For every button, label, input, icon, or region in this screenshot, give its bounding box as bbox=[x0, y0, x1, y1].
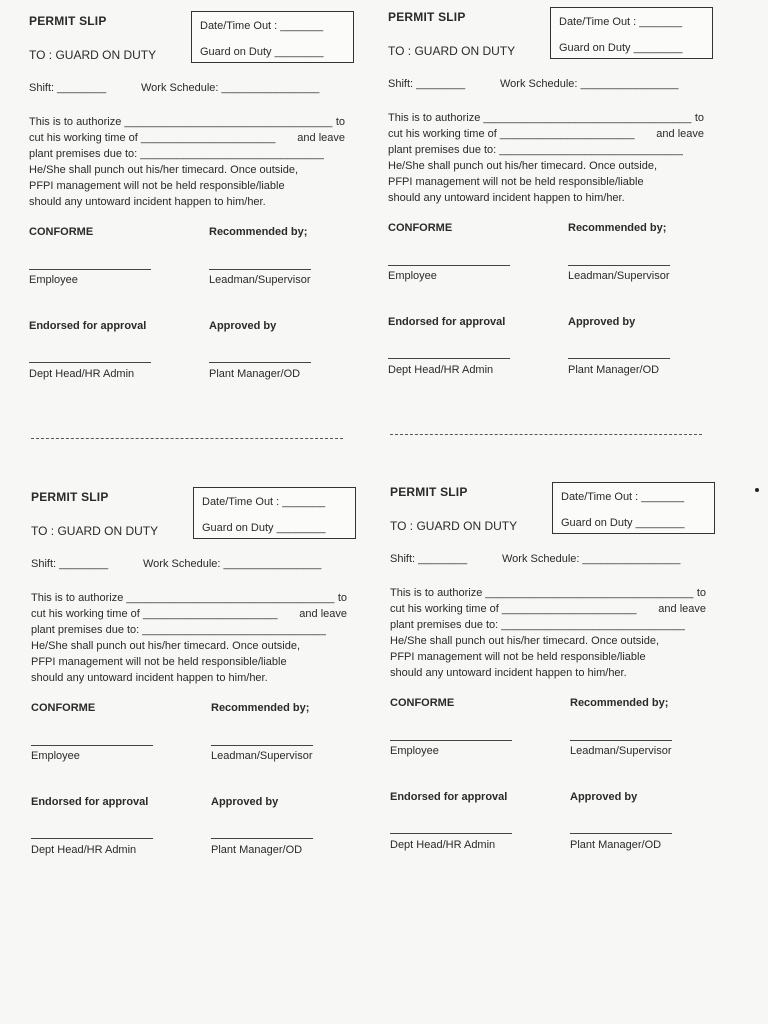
stray-mark bbox=[755, 488, 759, 492]
slip-title: PERMIT SLIP bbox=[29, 14, 107, 28]
endorsed-heading: Endorsed for approval bbox=[390, 791, 508, 803]
employee-caption: Employee bbox=[29, 274, 78, 286]
authorize-line bbox=[29, 114, 345, 130]
punch-line: He/She shall punch out his/her timecard. Once outside, bbox=[31, 640, 301, 652]
endorsed-heading: Endorsed for approval bbox=[31, 796, 149, 808]
authorization-text bbox=[390, 585, 706, 681]
employee-signature-line[interactable] bbox=[390, 740, 512, 741]
employee-caption: Employee bbox=[390, 745, 439, 757]
working-time-suffix: and leave bbox=[658, 603, 706, 615]
punch-line: He/She shall punch out his/her timecard. Once outside, bbox=[390, 635, 660, 647]
plant-manager-caption: Plant Manager/OD bbox=[211, 844, 303, 856]
slip-title: PERMIT SLIP bbox=[388, 10, 466, 24]
addressee-line: TO : GUARD ON DUTY bbox=[31, 524, 159, 538]
premises-line bbox=[388, 142, 704, 158]
authorize-employee-field[interactable]: This is to authorize __________________________________ bbox=[388, 112, 692, 124]
reason-field[interactable]: plant premises due to: ______________________________ bbox=[390, 619, 685, 631]
permit-slip bbox=[388, 4, 723, 444]
incident-line: should any untoward incident happen to him/her. bbox=[31, 672, 268, 684]
reason-field[interactable]: plant premises due to: ______________________________ bbox=[29, 148, 324, 160]
date-time-out-field[interactable]: Date/Time Out : _______ bbox=[559, 16, 683, 28]
incident-line: should any untoward incident happen to him/her. bbox=[29, 196, 266, 208]
guard-on-duty-field[interactable]: Guard on Duty ________ bbox=[561, 517, 685, 529]
shift-row bbox=[390, 553, 710, 565]
approved-by-heading: Approved by bbox=[570, 791, 638, 803]
shift-field[interactable]: Shift: ________ bbox=[388, 78, 466, 90]
time-guard-box bbox=[193, 487, 356, 539]
cut-line bbox=[390, 434, 702, 435]
employee-signature-line[interactable] bbox=[388, 265, 510, 266]
leadman-caption: Leadman/Supervisor bbox=[209, 274, 311, 286]
working-time-suffix: and leave bbox=[297, 132, 345, 144]
shift-field[interactable]: Shift: ________ bbox=[31, 558, 109, 570]
shift-row bbox=[29, 82, 349, 94]
incident-line: should any untoward incident happen to him/her. bbox=[390, 667, 627, 679]
cut-line bbox=[31, 438, 343, 439]
dept-head-signature-line[interactable] bbox=[390, 833, 512, 834]
addressee-line: TO : GUARD ON DUTY bbox=[388, 44, 516, 58]
incident-line: should any untoward incident happen to him/her. bbox=[388, 192, 625, 204]
recommended-by-heading: Recommended by; bbox=[568, 222, 667, 234]
authorize-line bbox=[388, 110, 704, 126]
time-guard-box bbox=[191, 11, 354, 63]
authorization-text bbox=[31, 590, 347, 686]
authorize-employee-field[interactable]: This is to authorize __________________________________ bbox=[390, 587, 694, 599]
shift-row bbox=[31, 558, 351, 570]
work-schedule-field[interactable]: Work Schedule: ________________ bbox=[143, 558, 322, 570]
approved-by-heading: Approved by bbox=[209, 320, 277, 332]
addressee-line: TO : GUARD ON DUTY bbox=[29, 48, 157, 62]
shift-row bbox=[388, 78, 708, 90]
time-guard-box bbox=[550, 7, 713, 59]
reason-field[interactable]: plant premises due to: ______________________________ bbox=[388, 144, 683, 156]
conforme-heading: CONFORME bbox=[388, 222, 453, 234]
plant-manager-signature-line[interactable] bbox=[211, 838, 313, 839]
authorize-suffix: to bbox=[337, 592, 347, 604]
slip-title: PERMIT SLIP bbox=[31, 490, 109, 504]
dept-head-caption: Dept Head/HR Admin bbox=[29, 368, 135, 380]
recommended-by-heading: Recommended by; bbox=[209, 226, 308, 238]
working-time-line bbox=[390, 601, 706, 617]
working-time-line bbox=[388, 126, 704, 142]
working-time-field[interactable]: cut his working time of ______________________ bbox=[29, 132, 276, 144]
plant-manager-signature-line[interactable] bbox=[570, 833, 672, 834]
working-time-line bbox=[29, 130, 345, 146]
working-time-suffix: and leave bbox=[299, 608, 347, 620]
employee-caption: Employee bbox=[388, 270, 437, 282]
dept-head-caption: Dept Head/HR Admin bbox=[388, 364, 494, 376]
addressee-line: TO : GUARD ON DUTY bbox=[390, 519, 518, 533]
dept-head-caption: Dept Head/HR Admin bbox=[390, 839, 496, 851]
approved-by-heading: Approved by bbox=[211, 796, 279, 808]
leadman-signature-line[interactable] bbox=[570, 740, 672, 741]
working-time-field[interactable]: cut his working time of ______________________ bbox=[388, 128, 635, 140]
employee-caption: Employee bbox=[31, 750, 80, 762]
authorize-employee-field[interactable]: This is to authorize __________________________________ bbox=[29, 116, 333, 128]
dept-head-signature-line[interactable] bbox=[388, 358, 510, 359]
management-line: PFPI management will not be held responsible/liable bbox=[390, 651, 646, 663]
date-time-out-field[interactable]: Date/Time Out : _______ bbox=[561, 491, 685, 503]
leadman-signature-line[interactable] bbox=[568, 265, 670, 266]
premises-line bbox=[29, 146, 345, 162]
leadman-caption: Leadman/Supervisor bbox=[211, 750, 313, 762]
work-schedule-field[interactable]: Work Schedule: ________________ bbox=[500, 78, 679, 90]
conforme-heading: CONFORME bbox=[390, 697, 455, 709]
guard-on-duty-field[interactable]: Guard on Duty ________ bbox=[202, 522, 326, 534]
authorization-text bbox=[29, 114, 345, 210]
leadman-signature-line[interactable] bbox=[211, 745, 313, 746]
leadman-caption: Leadman/Supervisor bbox=[570, 745, 672, 757]
date-time-out-field[interactable]: Date/Time Out : _______ bbox=[200, 20, 324, 32]
management-line: PFPI management will not be held responsible/liable bbox=[29, 180, 285, 192]
authorize-line bbox=[390, 585, 706, 601]
leadman-caption: Leadman/Supervisor bbox=[568, 270, 670, 282]
authorization-text bbox=[388, 110, 704, 206]
approved-by-heading: Approved by bbox=[568, 316, 636, 328]
authorize-suffix: to bbox=[696, 587, 706, 599]
dept-head-caption: Dept Head/HR Admin bbox=[31, 844, 137, 856]
endorsed-heading: Endorsed for approval bbox=[29, 320, 147, 332]
authorize-suffix: to bbox=[335, 116, 345, 128]
work-schedule-field[interactable]: Work Schedule: ________________ bbox=[502, 553, 681, 565]
reason-field[interactable]: plant premises due to: ______________________________ bbox=[31, 624, 326, 636]
working-time-field[interactable]: cut his working time of ______________________ bbox=[390, 603, 637, 615]
guard-on-duty-field[interactable]: Guard on Duty ________ bbox=[200, 46, 324, 58]
plant-manager-caption: Plant Manager/OD bbox=[570, 839, 662, 851]
punch-line: He/She shall punch out his/her timecard. Once outside, bbox=[29, 164, 299, 176]
premises-line bbox=[31, 622, 347, 638]
dept-head-signature-line[interactable] bbox=[31, 838, 153, 839]
conforme-heading: CONFORME bbox=[29, 226, 94, 238]
permit-slip bbox=[390, 479, 725, 919]
recommended-by-heading: Recommended by; bbox=[211, 702, 310, 714]
recommended-by-heading: Recommended by; bbox=[570, 697, 669, 709]
premises-line bbox=[390, 617, 706, 633]
work-schedule-field[interactable]: Work Schedule: ________________ bbox=[141, 82, 320, 94]
conforme-heading: CONFORME bbox=[31, 702, 96, 714]
dept-head-signature-line[interactable] bbox=[29, 362, 151, 363]
management-line: PFPI management will not be held responsible/liable bbox=[31, 656, 287, 668]
authorize-suffix: to bbox=[694, 112, 704, 124]
plant-manager-signature-line[interactable] bbox=[568, 358, 670, 359]
employee-signature-line[interactable] bbox=[31, 745, 153, 746]
time-guard-box bbox=[552, 482, 715, 534]
shift-field[interactable]: Shift: ________ bbox=[390, 553, 468, 565]
permit-slip bbox=[31, 484, 366, 924]
slip-title: PERMIT SLIP bbox=[390, 485, 468, 499]
endorsed-heading: Endorsed for approval bbox=[388, 316, 506, 328]
date-time-out-field[interactable]: Date/Time Out : _______ bbox=[202, 496, 326, 508]
working-time-line bbox=[31, 606, 347, 622]
management-line: PFPI management will not be held responsible/liable bbox=[388, 176, 644, 188]
punch-line: He/She shall punch out his/her timecard. Once outside, bbox=[388, 160, 658, 172]
plant-manager-caption: Plant Manager/OD bbox=[209, 368, 301, 380]
leadman-signature-line[interactable] bbox=[209, 269, 311, 270]
guard-on-duty-field[interactable]: Guard on Duty ________ bbox=[559, 42, 683, 54]
permit-slip bbox=[29, 8, 364, 448]
authorize-employee-field[interactable]: This is to authorize __________________________________ bbox=[31, 592, 335, 604]
working-time-field[interactable]: cut his working time of ______________________ bbox=[31, 608, 278, 620]
plant-manager-caption: Plant Manager/OD bbox=[568, 364, 660, 376]
plant-manager-signature-line[interactable] bbox=[209, 362, 311, 363]
employee-signature-line[interactable] bbox=[29, 269, 151, 270]
shift-field[interactable]: Shift: ________ bbox=[29, 82, 107, 94]
working-time-suffix: and leave bbox=[656, 128, 704, 140]
authorize-line bbox=[31, 590, 347, 606]
